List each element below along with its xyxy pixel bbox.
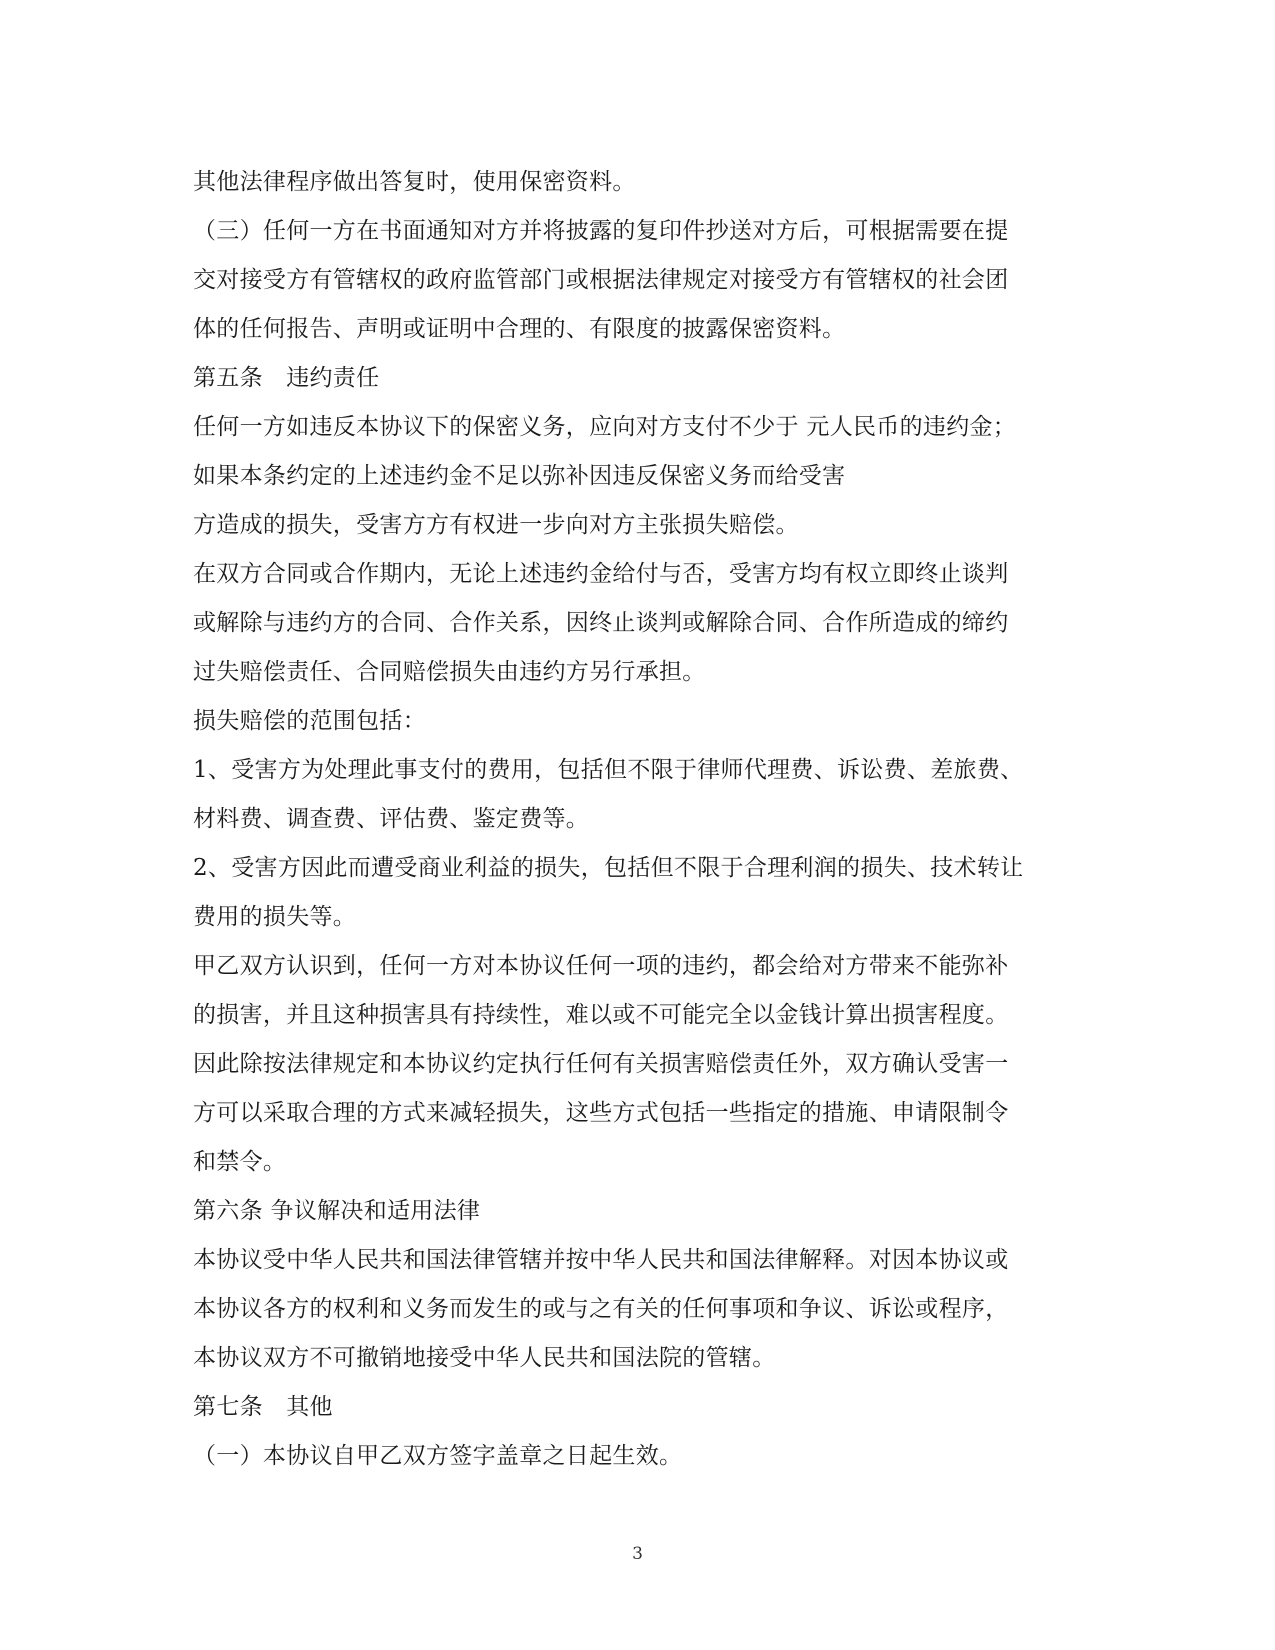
text-line: （一）本协议自甲乙双方签字盖章之日起生效。 [193, 1443, 683, 1469]
text-line: 本协议双方不可撤销地接受中华人民共和国法院的管辖。 [193, 1345, 776, 1371]
text-line: 费用的损失等。 [193, 904, 357, 930]
text-line: 在双方合同或合作期内，无论上述违约金给付与否，受害方均有权立即终止谈判 [193, 561, 1009, 587]
text-line: 因此除按法律规定和本协议约定执行任何有关损害赔偿责任外，双方确认受害一 [193, 1051, 1009, 1077]
text-line: 或解除与违约方的合同、合作关系，因终止谈判或解除合同、合作所造成的缔约 [193, 610, 1009, 636]
text-line: 方造成的损失，受害方方有权进一步向对方主张损失赔偿。 [193, 512, 799, 538]
text-line: 其他法律程序做出答复时，使用保密资料。 [193, 169, 636, 195]
text-line: 体的任何报告、声明或证明中合理的、有限度的披露保密资料。 [193, 316, 846, 342]
section-heading: 第七条 其他 [193, 1394, 333, 1420]
text-line: 过失赔偿责任、合同赔偿损失由违约方另行承担。 [193, 659, 706, 685]
text-line: 损失赔偿的范围包括： [193, 708, 426, 734]
text-line: 和禁令。 [193, 1149, 287, 1175]
text-line: 本协议各方的权利和义务而发生的或与之有关的任何事项和争议、诉讼或程序， [193, 1296, 1009, 1322]
page-number: 3 [632, 1544, 643, 1564]
text-line: 如果本条约定的上述违约金不足以弥补因违反保密义务而给受害 [193, 463, 846, 489]
text-line: 甲乙双方认识到，任何一方对本协议任何一项的违约，都会给对方带来不能弥补 [193, 953, 1009, 979]
section-heading: 第五条 违约责任 [193, 365, 380, 391]
list-item: 2、受害方因此而遭受商业利益的损失，包括但不限于合理利润的损失、技术转让 [193, 855, 1024, 881]
section-heading: 第六条 争议解决和适用法律 [193, 1198, 481, 1224]
text-line: 方可以采取合理的方式来减轻损失，这些方式包括一些指定的措施、申请限制令 [193, 1100, 1009, 1126]
text-line: 的损害，并且这种损害具有持续性，难以或不可能完全以金钱计算出损害程度。 [193, 1002, 1009, 1028]
text-line: 任何一方如违反本协议下的保密义务，应向对方支付不少于 元人民币的违约金； [193, 414, 1017, 440]
list-item: 1、受害方为处理此事支付的费用，包括但不限于律师代理费、诉讼费、差旅费、 [193, 757, 1024, 783]
text-line: 本协议受中华人民共和国法律管辖并按中华人民共和国法律解释。对因本协议或 [193, 1247, 1009, 1273]
text-line: 材料费、调查费、评估费、鉴定费等。 [193, 806, 590, 832]
text-line: （三）任何一方在书面通知对方并将披露的复印件抄送对方后，可根据需要在提 [193, 218, 1009, 244]
text-line: 交对接受方有管辖权的政府监管部门或根据法律规定对接受方有管辖权的社会团 [193, 267, 1009, 293]
document-body [193, 158, 1093, 1481]
